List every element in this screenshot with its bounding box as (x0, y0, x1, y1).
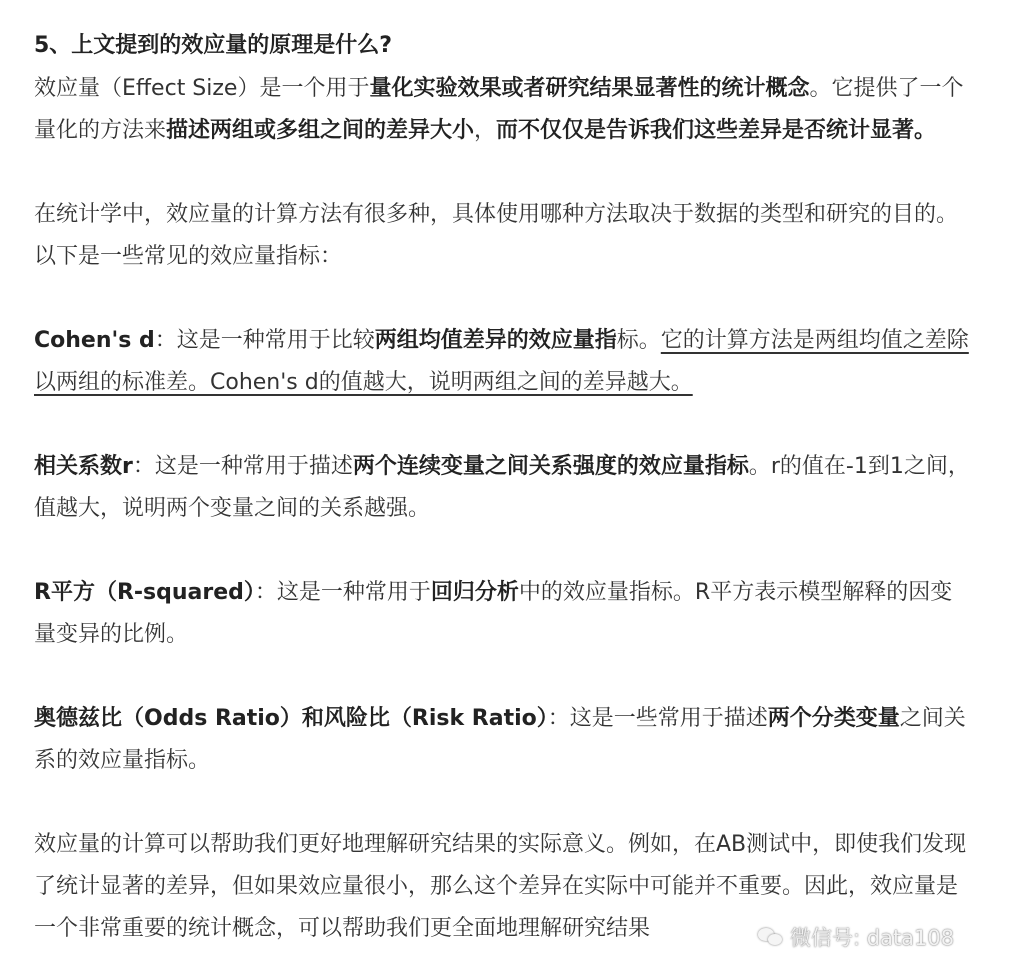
wechat-icon (758, 926, 784, 948)
paragraph-practical-meaning: 效应量的计算可以帮助我们更好地理解研究结果的实际意义。例如，在AB测试中，即使我们发现了统计显著的差异，但如果效应量很小，那么这个差异在实际中可能并不重要。因此，效应量是一个非常重要的统计概念，可以帮助我们更全面地理解研究结果 (34, 832, 967, 941)
paragraph-cohens-d (34, 320, 974, 404)
p4-text-a: ：这是一种常用于描述 (132, 454, 353, 479)
paragraph-methods-intro: 在统计学中，效应量的计算方法有很多种，具体使用哪种方法取决于数据的类型和研究的目的。以下是一些常见的效应量指标： (34, 202, 959, 269)
p1-text-a: 效应量（Effect Size）是一个用于 (34, 76, 370, 101)
paragraph-odds-risk-ratio (34, 698, 974, 782)
paragraph-r-squared (34, 572, 974, 656)
p1-text-e: ， (474, 118, 497, 143)
p3-text-a: ：这是一种常用于比较 (154, 328, 375, 353)
cohens-d-term: Cohen's d (34, 328, 155, 353)
p4-text-c: 。r的值在-1到1之间，值越大，说明两个变量之间的关系越强。 (34, 454, 970, 521)
p5-text-c: 中的效应量指标。R平方表示模型解释的因变量变异的比例。 (34, 580, 953, 647)
p4-bold-b: 两个连续变量之间关系强度的效应量指标 (352, 454, 749, 479)
r-squared-term: R平方（R-squared） (34, 580, 255, 605)
p3-text-c: 标。 (616, 328, 661, 353)
p3-bold-b: 两组均值差异的效应量指 (374, 328, 617, 353)
article-body (34, 28, 974, 950)
p1-bold-f: 而不仅仅是告诉我们这些差异是否统计显著。 (496, 118, 937, 143)
odds-risk-term: 奥德兹比（Odds Ratio）和风险比（Risk Ratio） (34, 706, 548, 731)
p3-underlined-text: 它的计算方法是两组均值之差除以两组的标准差。Cohen's d的值越大，说明两组之间的差异越大。 (34, 328, 969, 395)
p1-bold-b: 量化实验效果或者研究结果显著性的统计概念 (369, 76, 810, 101)
paragraph-effect-size-definition (34, 68, 974, 152)
p5-text-a: ：这是一种常用于 (254, 580, 431, 605)
watermark-text: 微信号: data108 (790, 926, 955, 950)
p6-bold-b: 两个分类变量 (767, 706, 900, 731)
section-heading: 5、上文提到的效应量的原理是什么? (34, 33, 393, 58)
p1-bold-d: 描述两组或多组之间的差异大小 (166, 118, 475, 143)
p6-text-c: 之间关系的效应量指标。 (34, 706, 966, 773)
p5-bold-b: 回归分析 (430, 580, 519, 605)
correlation-term: 相关系数r (34, 454, 133, 479)
wechat-watermark (758, 920, 954, 954)
p6-text-a: ：这是一些常用于描述 (547, 706, 768, 731)
paragraph-correlation-r (34, 446, 974, 530)
p1-text-c: 。它提供了一个量化的方法来 (34, 76, 964, 143)
